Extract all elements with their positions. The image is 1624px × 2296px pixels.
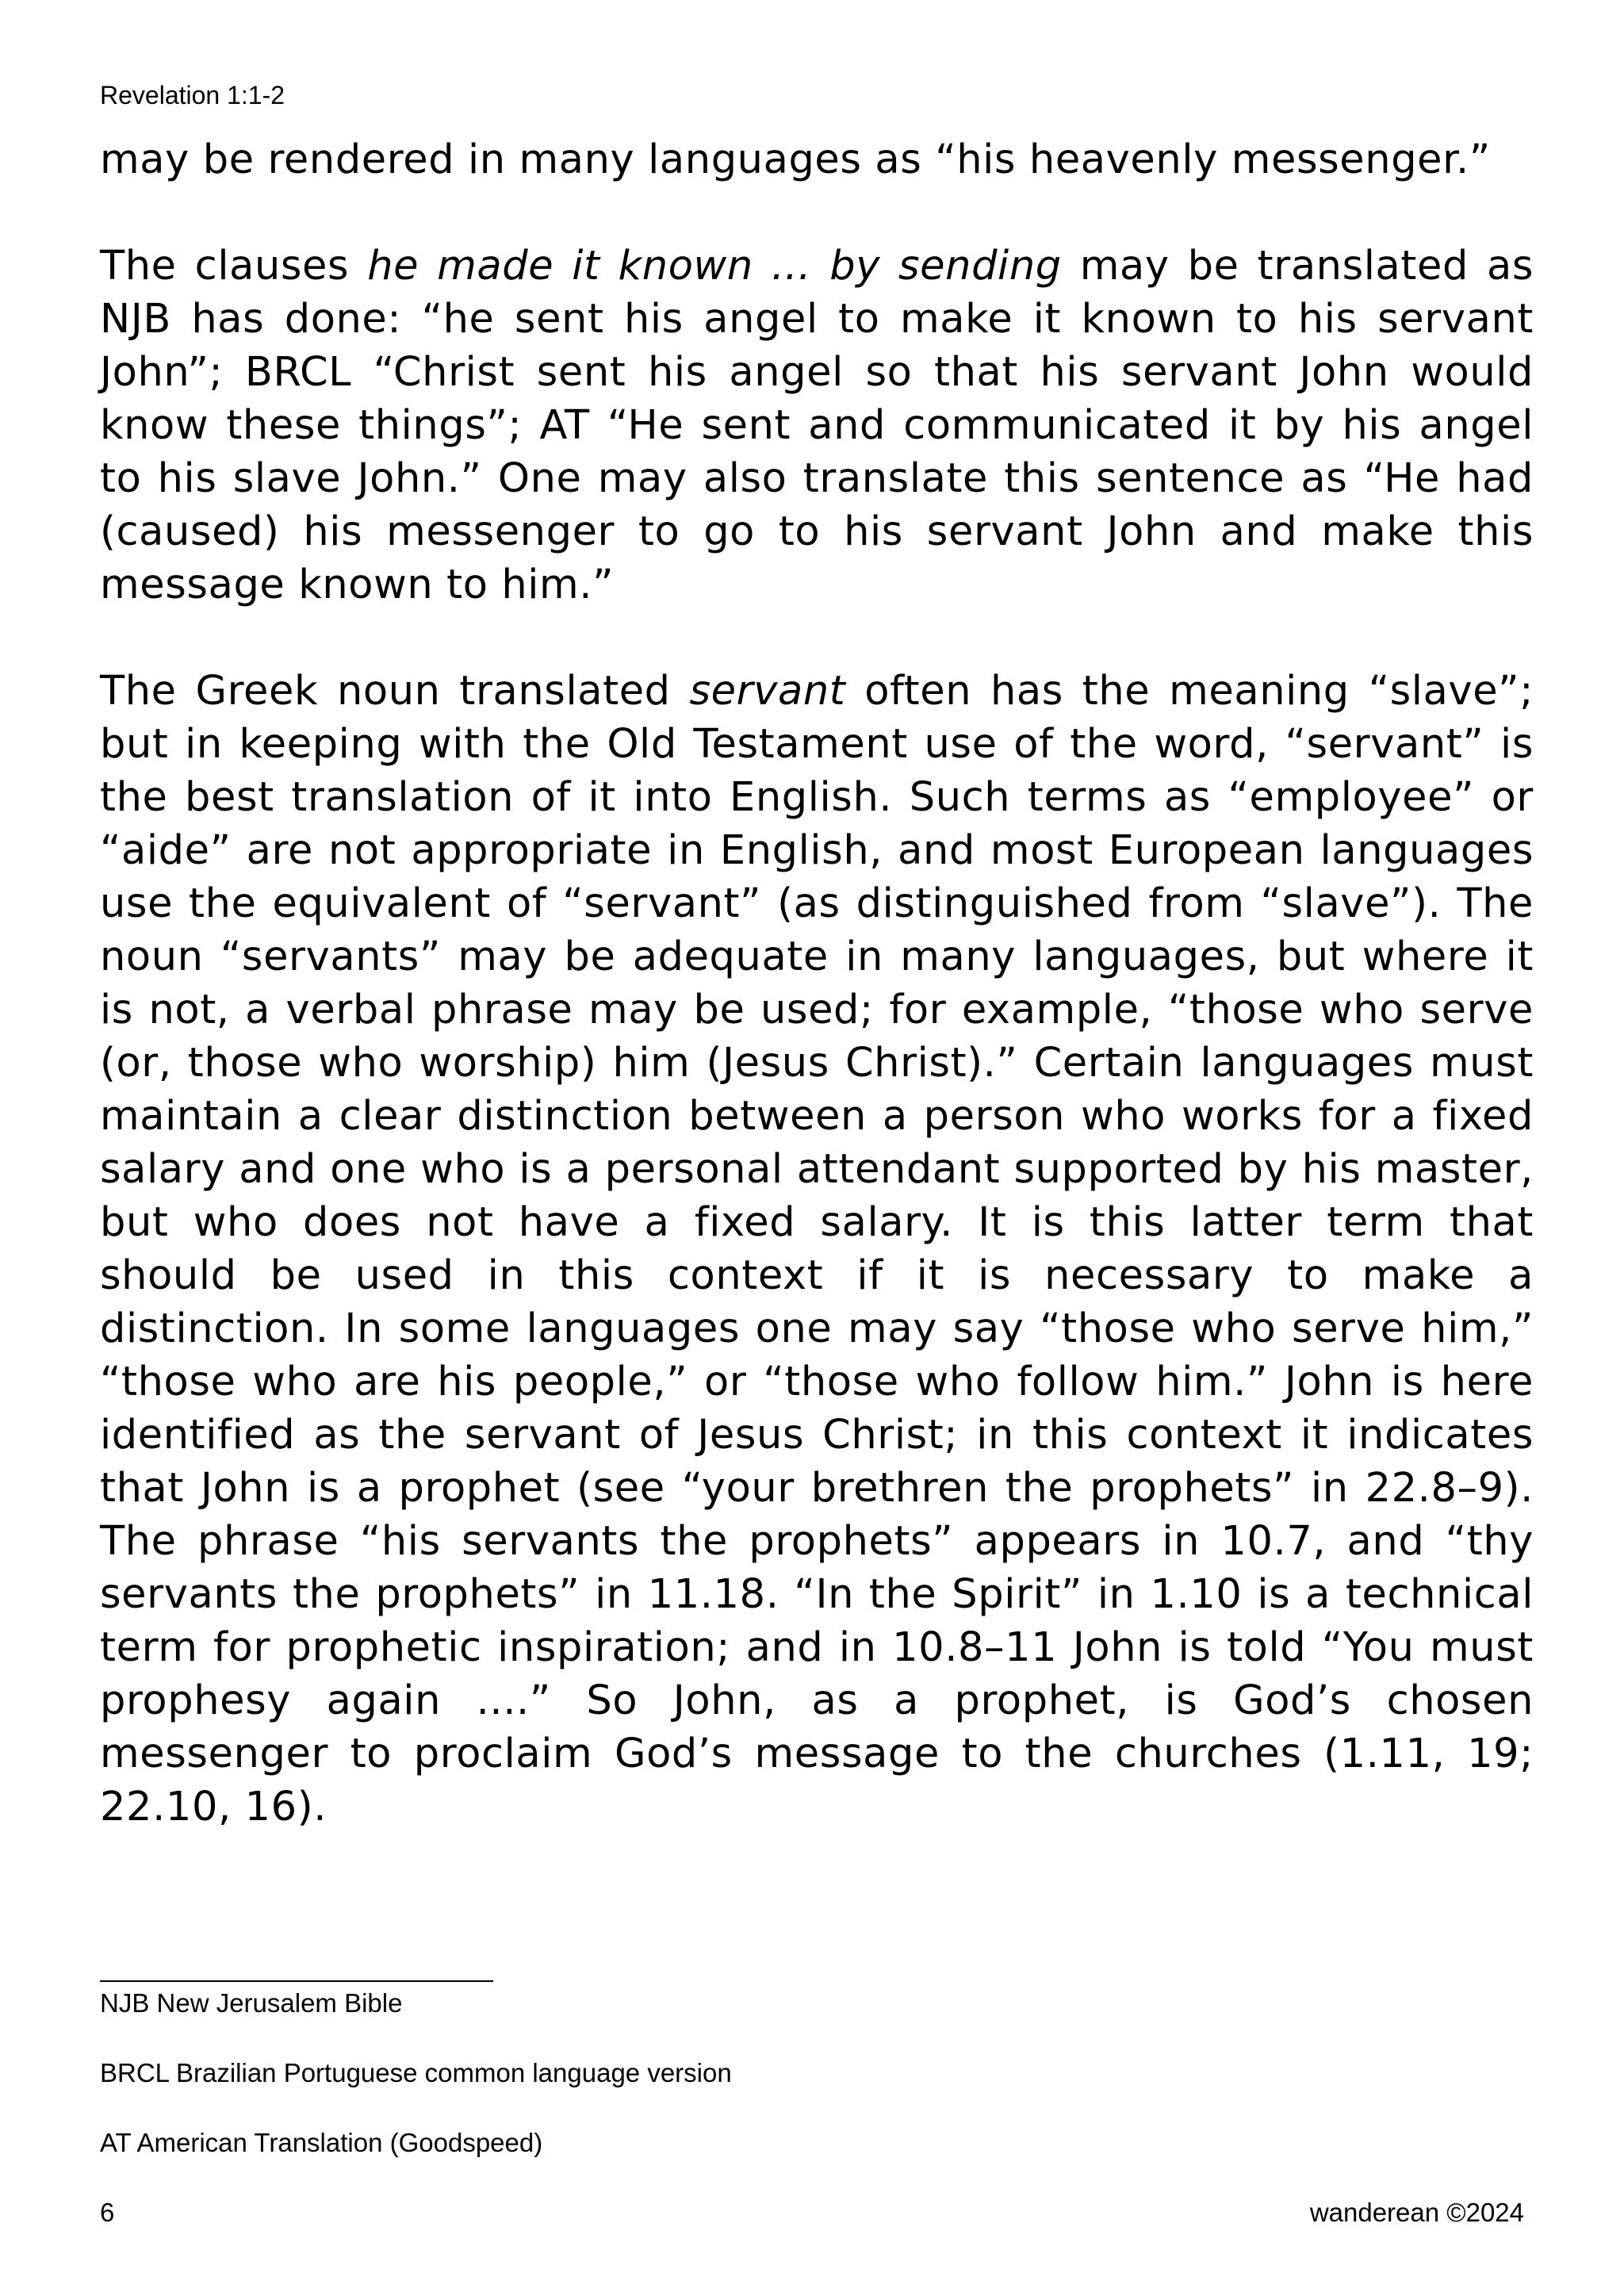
footnote-divider xyxy=(100,1980,493,1982)
running-head: Revelation 1:1-2 xyxy=(100,81,285,109)
paragraph-2 xyxy=(100,240,1534,611)
copyright-notice: wanderean ©2024 xyxy=(1309,2198,1524,2227)
footnote-at: AT American Translation (Goodspeed) xyxy=(100,2128,543,2157)
paragraph-1: may be rendered in many languages as “his heavenly messenger.” xyxy=(100,136,1491,183)
paragraph-3-emphasis: servant xyxy=(689,668,846,715)
footnote-njb: NJB New Jerusalem Bible xyxy=(100,1988,403,2018)
paragraph-2-rest: may be translated as NJB has done: “he sent his angel to make it known to his servant John”; BRCL “Christ sent his angel so that his servant John would know these things”; AT “He sent and communicated it by his angel to his slave John.” One may also translate this sentence as “He had (caused) his messenger to go to his servant John and make this message known to him.” xyxy=(100,243,1534,608)
paragraph-3-rest: often has the meaning “slave”; but in keeping with the Old Testament use of the word, “servant” is the best translation of it into English. Such terms as “employee” or “aide” are not appropriate in English, and most European languages use the equivalent of “servant” (as distinguished from “slave”). The noun “servants” may be adequate in many languages, but where it is not, a verbal phrase may be used; for example, “those who serve (or, those who worship) him (Jesus Christ).” Certain languages must maintain a clear distinction between a person who works for a fixed salary and one who is a personal attendant supported by his master, but who does not have a fixed salary. It is this latter term that should be used in this context if it is necessary to make a distinction. In some languages one may say “those who serve him,” “those who are his people,” or “those who follow him.” John is here identified as the servant of Jesus Christ; in this context it indicates that John is a prophet (see “your brethren the prophets” in 22.8–9). The phrase “his servants the prophets” appears in 10.7, and “thy servants the prophets” in 11.18. “In the Spirit” in 1.10 is a technical term for prophetic inspiration; and in 10.8–11 John is told “You must prophesy again ....” So John, as a prophet, is God’s chosen messenger to proclaim God’s message to the churches (1.11, 19; 22.10, 16). xyxy=(100,668,1534,1830)
footnotes xyxy=(100,1987,732,2197)
paragraph-2-emphasis: he made it known ... by sending xyxy=(367,243,1062,289)
paragraph-3-lead: The Greek noun translated xyxy=(100,668,690,715)
paragraph-3 xyxy=(100,665,1534,1834)
body-text xyxy=(100,133,1534,1834)
page-number: 6 xyxy=(100,2198,115,2227)
paragraph-2-lead: The clauses xyxy=(100,243,368,289)
footnote-brcl: BRCL Brazilian Portuguese common language version xyxy=(100,2058,732,2087)
